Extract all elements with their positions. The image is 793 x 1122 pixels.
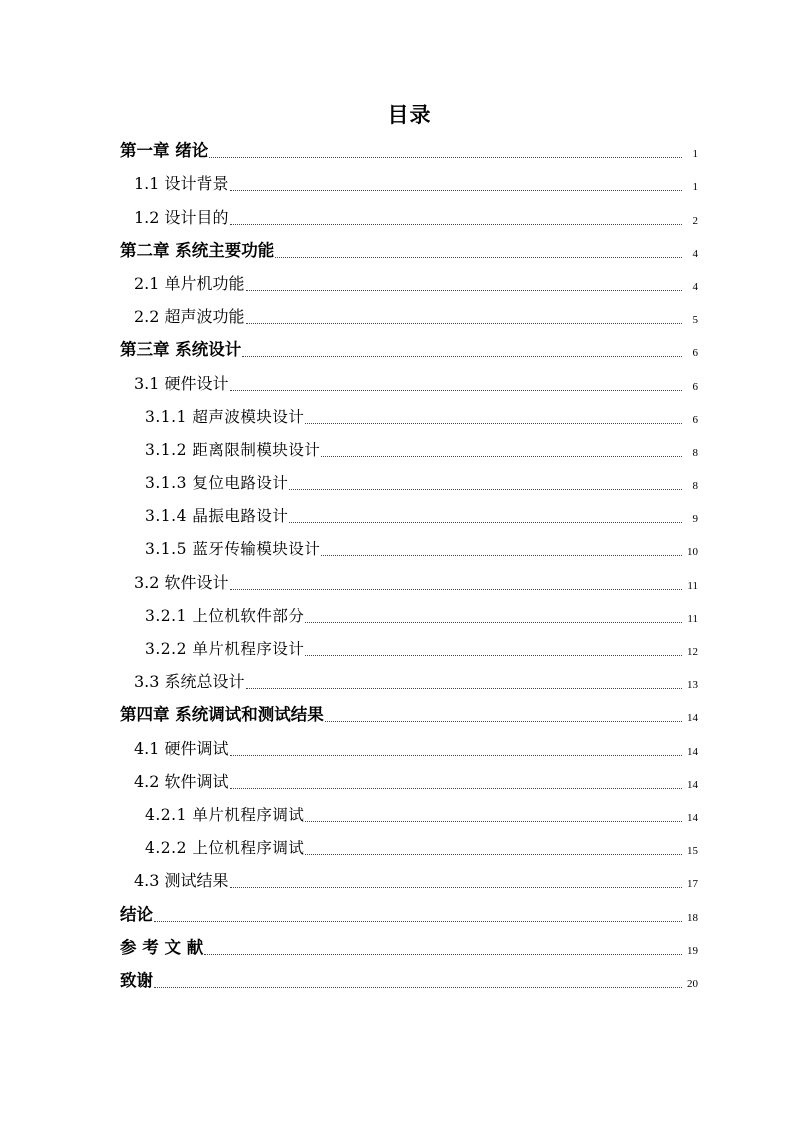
- toc-entry[interactable]: [0, 267, 793, 300]
- toc-page-number: 10: [687, 546, 698, 559]
- toc-entry[interactable]: [0, 400, 793, 433]
- toc-dot-leader: [230, 755, 682, 756]
- toc-page-number: 9: [692, 513, 698, 526]
- toc-dot-leader: [204, 954, 682, 955]
- toc-dot-leader: [209, 157, 682, 158]
- toc-entry-label: 第二章 系统主要功能: [120, 240, 275, 260]
- toc-page-number: 1: [692, 148, 698, 161]
- toc-page-number: 2: [692, 214, 698, 227]
- toc-entry[interactable]: [0, 765, 793, 798]
- toc-page-number: 19: [687, 944, 698, 957]
- toc-dot-leader: [289, 522, 682, 523]
- toc-entry-label: 第四章 系统调试和测试结果: [120, 705, 324, 725]
- toc-entry[interactable]: [0, 565, 793, 598]
- toc-dot-leader: [230, 390, 682, 391]
- toc-entry-label: 2.1 单片机功能: [134, 273, 245, 293]
- toc-dot-leader: [154, 921, 682, 922]
- toc-entry[interactable]: [0, 698, 793, 731]
- toc-entry-label: 3.2 软件设计: [134, 572, 229, 592]
- toc-entry-label: 3.1.4 晶振电路设计: [145, 507, 289, 526]
- toc-entry-label: 1.1 设计背景: [134, 174, 229, 194]
- toc-entry-label: 3.2.1 上位机软件部分: [145, 606, 305, 625]
- toc-dot-leader: [230, 224, 682, 225]
- toc-entry[interactable]: [0, 599, 793, 632]
- toc-page-number: 14: [687, 811, 698, 824]
- toc-entry[interactable]: [0, 864, 793, 897]
- toc-entry-label: 4.2.2 上位机程序调试: [145, 839, 305, 858]
- toc-dot-leader: [305, 423, 682, 424]
- toc-page-number: 11: [687, 612, 698, 625]
- toc-page-number: 5: [692, 314, 698, 327]
- toc-page-number: 14: [687, 712, 698, 725]
- toc-page-number: 13: [687, 679, 698, 692]
- toc-page-number: 6: [692, 347, 698, 360]
- toc-dot-leader: [230, 589, 682, 590]
- toc-entry[interactable]: [0, 134, 793, 167]
- toc-dot-leader: [305, 821, 682, 822]
- toc-entry[interactable]: [0, 499, 793, 532]
- toc-entry-label: 4.3 测试结果: [134, 871, 229, 891]
- toc-entry[interactable]: [0, 665, 793, 698]
- toc-entry-label: 第三章 系统设计: [120, 340, 242, 360]
- toc-entry[interactable]: [0, 632, 793, 665]
- toc-dot-leader: [321, 555, 682, 556]
- toc-entry[interactable]: [0, 897, 793, 930]
- toc-entry-label: 2.2 超声波功能: [134, 307, 245, 327]
- toc-entry[interactable]: [0, 731, 793, 764]
- toc-page-number: 6: [692, 413, 698, 426]
- toc-entry-label: 4.2.1 单片机程序调试: [145, 805, 305, 824]
- toc-list: [0, 134, 793, 997]
- toc-entry-label: 4.1 硬件调试: [134, 738, 229, 758]
- toc-dot-leader: [246, 688, 682, 689]
- toc-title: 目录: [387, 103, 432, 127]
- toc-entry[interactable]: [0, 532, 793, 565]
- toc-page-number: 15: [687, 845, 698, 858]
- toc-entry-label: 3.1.1 超声波模块设计: [145, 407, 305, 426]
- toc-dot-leader: [246, 290, 682, 291]
- toc-entry-label: 1.2 设计目的: [134, 207, 229, 227]
- toc-dot-leader: [325, 721, 682, 722]
- toc-entry[interactable]: [0, 831, 793, 864]
- toc-dot-leader: [242, 356, 682, 357]
- toc-page-number: 11: [687, 579, 698, 592]
- toc-dot-leader: [289, 489, 682, 490]
- toc-page-number: 20: [687, 977, 698, 990]
- toc-dot-leader: [154, 987, 682, 988]
- toc-dot-leader: [321, 456, 682, 457]
- toc-entry-label: 3.1.3 复位电路设计: [145, 474, 289, 493]
- toc-entry-label: 第一章 绪论: [120, 141, 209, 161]
- toc-page-number: 1: [692, 181, 698, 194]
- toc-entry[interactable]: [0, 200, 793, 233]
- toc-page-number: 8: [692, 446, 698, 459]
- toc-page-number: 6: [692, 380, 698, 393]
- toc-entry[interactable]: [0, 964, 793, 997]
- toc-page-number: 14: [687, 745, 698, 758]
- toc-entry[interactable]: [0, 167, 793, 200]
- toc-dot-leader: [305, 622, 682, 623]
- toc-entry[interactable]: [0, 466, 793, 499]
- toc-page-number: 4: [692, 280, 698, 293]
- toc-dot-leader: [305, 655, 682, 656]
- toc-entry-label: 3.3 系统总设计: [134, 672, 245, 692]
- toc-entry-label: 4.2 软件调试: [134, 771, 229, 791]
- toc-entry-label: 3.1 硬件设计: [134, 373, 229, 393]
- toc-dot-leader: [230, 788, 682, 789]
- toc-page-number: 14: [687, 778, 698, 791]
- toc-entry[interactable]: [0, 333, 793, 366]
- toc-page-number: 4: [692, 247, 698, 260]
- toc-dot-leader: [305, 854, 682, 855]
- toc-entry-label: 致谢: [120, 970, 153, 990]
- toc-entry[interactable]: [0, 433, 793, 466]
- toc-dot-leader: [275, 257, 682, 258]
- toc-page-number: 12: [687, 646, 698, 658]
- toc-dot-leader: [230, 887, 682, 888]
- toc-entry[interactable]: [0, 300, 793, 333]
- toc-entry-label: 3.1.2 距离限制模块设计: [145, 440, 321, 459]
- toc-page-number: 8: [692, 480, 698, 493]
- toc-entry-label: 结论: [120, 904, 153, 924]
- toc-entry[interactable]: [0, 931, 793, 964]
- toc-entry[interactable]: [0, 366, 793, 399]
- toc-dot-leader: [246, 323, 682, 324]
- toc-page-number: 18: [687, 911, 698, 924]
- toc-entry-label: 参 考 文 献: [120, 937, 204, 957]
- toc-entry[interactable]: [0, 234, 793, 267]
- toc-page-number: 17: [687, 878, 698, 891]
- toc-entry[interactable]: [0, 798, 793, 831]
- toc-entry-label: 3.2.2 单片机程序设计: [145, 640, 305, 658]
- toc-dot-leader: [230, 190, 682, 191]
- toc-entry-label: 3.1.5 蓝牙传输模块设计: [145, 540, 321, 559]
